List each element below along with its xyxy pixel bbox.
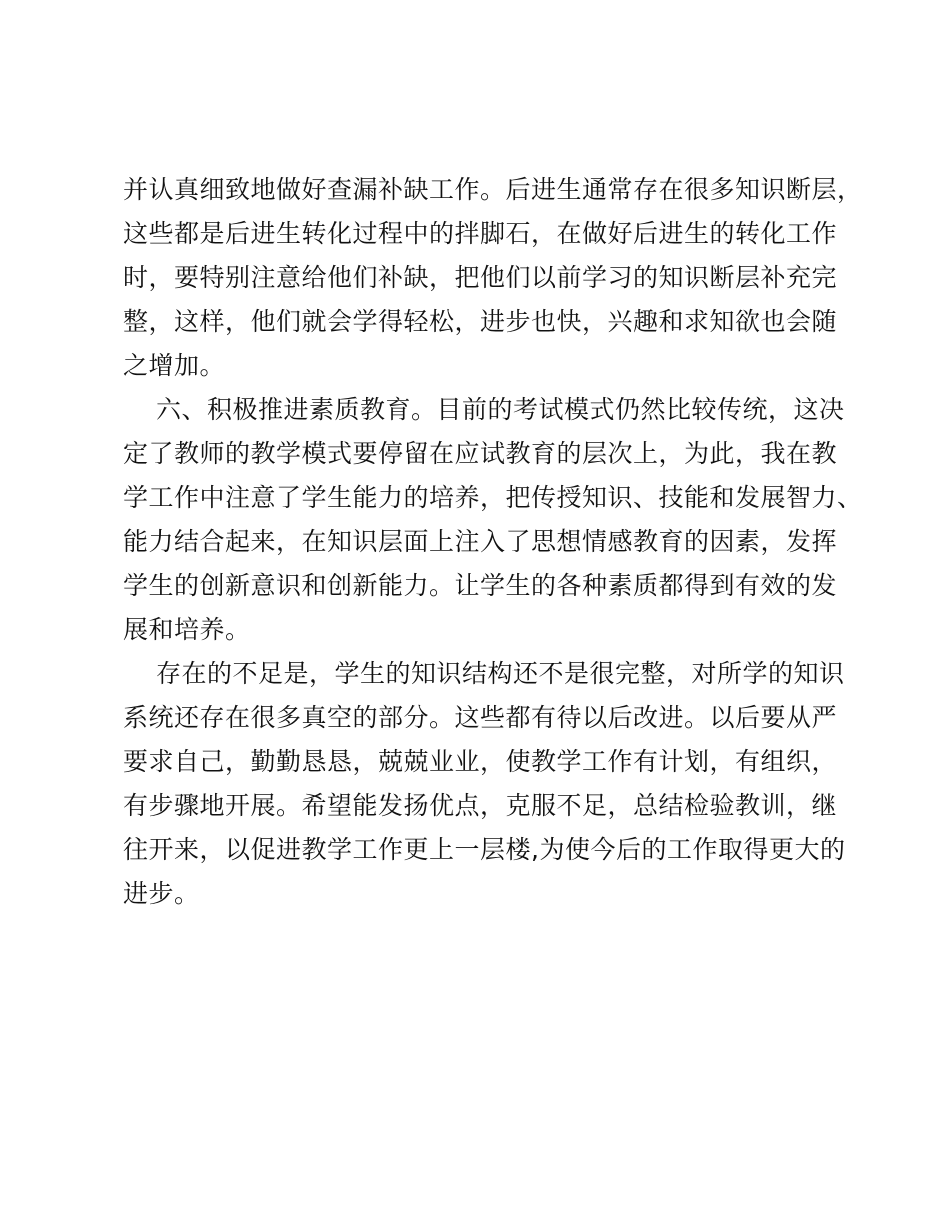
text-line: 往开来，以促进教学工作更上一层楼,为使今后的工作取得更大的 bbox=[123, 835, 846, 864]
text-line: 整，这样，他们就会学得轻松，进步也快，兴趣和求知欲也会随 bbox=[123, 307, 838, 336]
text-line: 时，要特别注意给他们补缺，把他们以前学习的知识断层补充完 bbox=[123, 263, 838, 292]
text-line: 六、积极推进素质教育。目前的考试模式仍然比较传统，这决 bbox=[156, 395, 845, 424]
text-line: 要求自己，勤勤恳恳，兢兢业业，使教学工作有计划，有组织， bbox=[123, 747, 838, 776]
text-line: 进步。 bbox=[123, 879, 200, 908]
body-text bbox=[123, 168, 863, 916]
text-line: 这些都是后进生转化过程中的拌脚石，在做好后进生的转化工作 bbox=[123, 219, 838, 248]
text-line: 之增加。 bbox=[123, 351, 226, 380]
paragraph-remedial-work bbox=[123, 168, 863, 388]
text-line: 学工作中注意了学生能力的培养，把传授知识、技能和发展智力、 bbox=[123, 483, 863, 512]
text-line: 定了教师的教学模式要停留在应试教育的层次上，为此，我在教 bbox=[123, 439, 838, 468]
text-line: 系统还存在很多真空的部分。这些都有待以后改进。以后要从严 bbox=[123, 703, 838, 732]
text-line: 展和培养。 bbox=[123, 615, 251, 644]
paragraph-quality-education bbox=[123, 388, 863, 652]
text-line: 能力结合起来，在知识层面上注入了思想情感教育的因素，发挥 bbox=[123, 527, 838, 556]
text-line: 学生的创新意识和创新能力。让学生的各种素质都得到有效的发 bbox=[123, 571, 838, 600]
paragraph-shortcomings bbox=[123, 652, 846, 916]
text-line: 并认真细致地做好查漏补缺工作。后进生通常存在很多知识断层， bbox=[123, 175, 863, 204]
text-line: 存在的不足是，学生的知识结构还不是很完整，对所学的知识 bbox=[156, 659, 845, 688]
text-line: 有步骤地开展。希望能发扬优点，克服不足，总结检验教训，继 bbox=[123, 791, 838, 820]
